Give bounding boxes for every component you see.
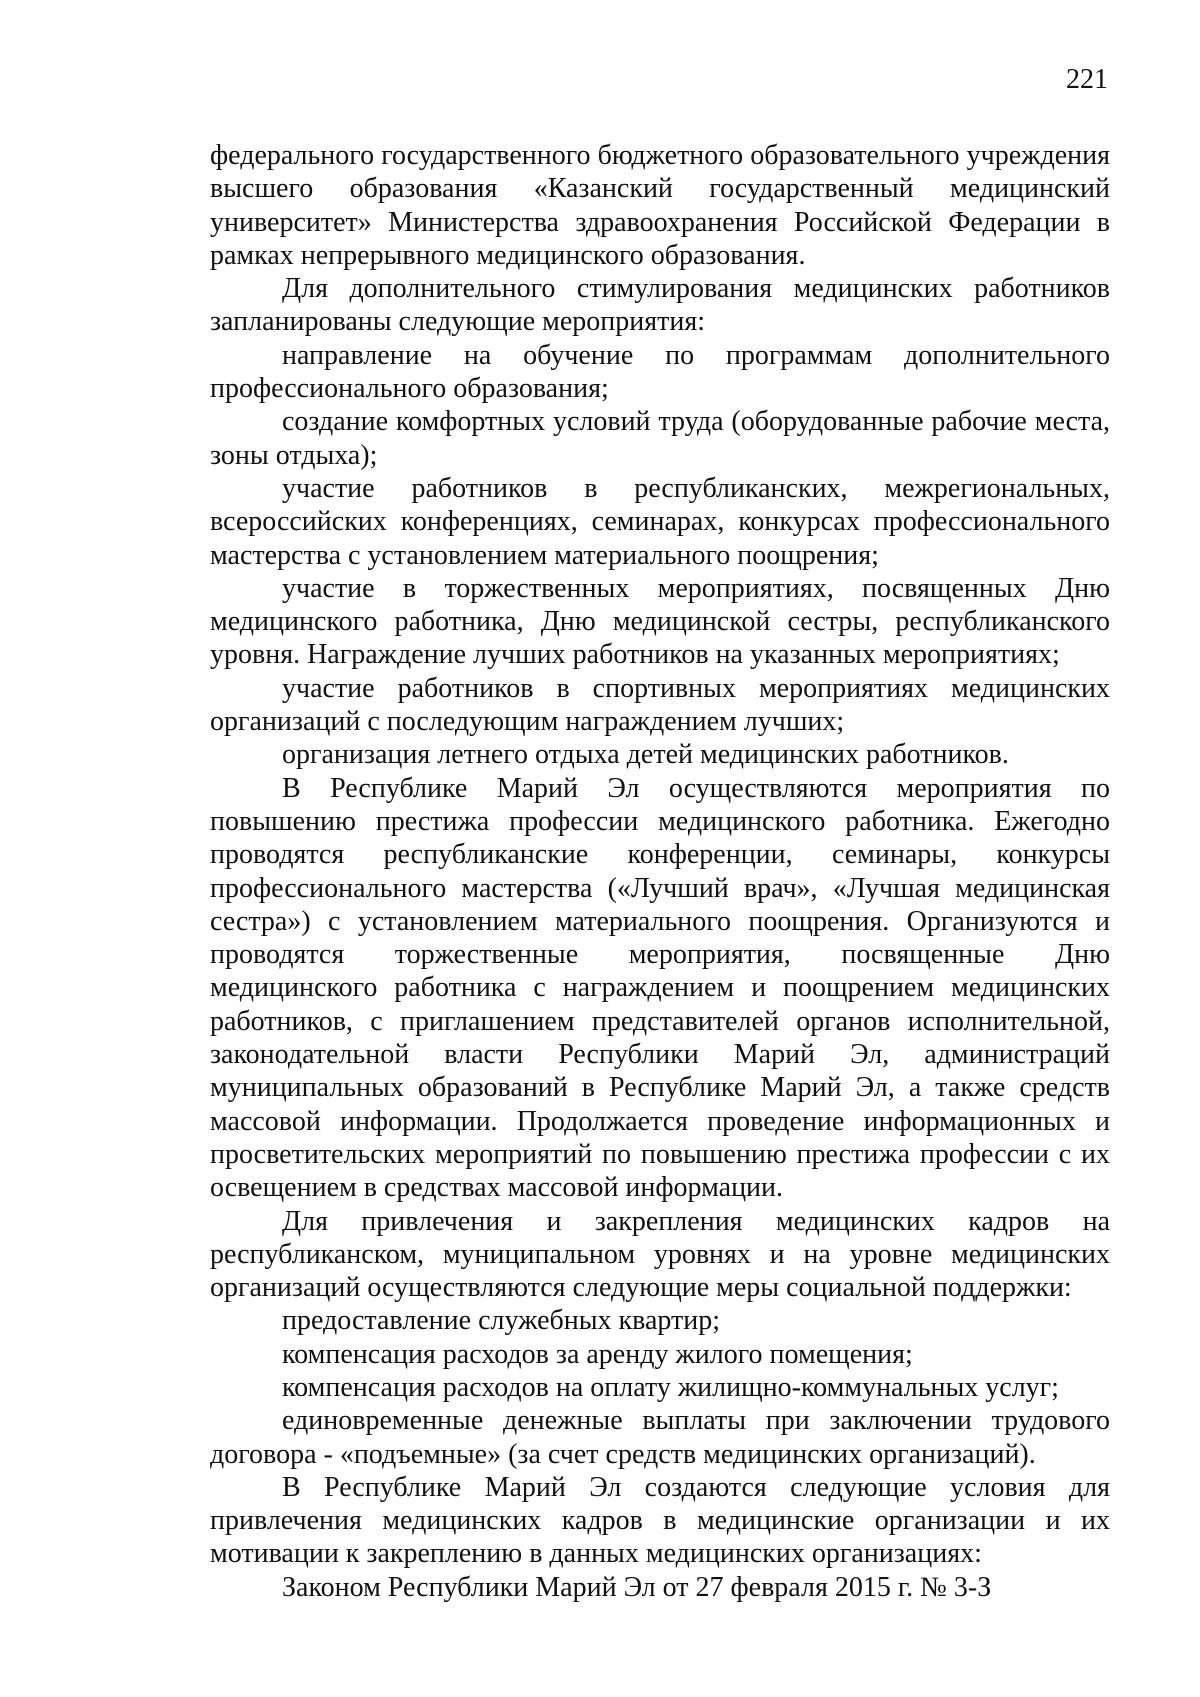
paragraph: федерального государственного бюджетного образовательного учреждения высшего образования «Казанский государственный медицинский университет» Министерства здравоохранения Российской Федерации в рамках непрерывного медицинского образования.	[210, 140, 1110, 271]
paragraph: Для привлечения и закрепления медицинских кадров на республиканском, муниципальном уровнях и на уровне медицинских организаций осуществляются следующие меры социальной поддержки:	[210, 1205, 1110, 1304]
document-body	[210, 139, 1110, 1604]
list-item: предоставление служебных квартир;	[282, 1305, 721, 1337]
paragraph: Законом Республики Марий Эл от 27 февраля 2015 г. № 3-З	[282, 1571, 992, 1603]
paragraph: В Республике Марий Эл создаются следующие условия для привлечения медицинских кадров в медицинские организации и их мотивации к закреплению в данных медицинских организациях:	[210, 1471, 1110, 1570]
list-item: компенсация расходов на оплату жилищно-коммунальных услуг;	[282, 1371, 1059, 1403]
list-item: компенсация расходов за аренду жилого помещения;	[282, 1338, 913, 1370]
list-item: участие в торжественных мероприятиях, посвященных Дню медицинского работника, Дню медицинской сестры, республиканского уровня. Награждение лучших работников на указанных мероприятиях;	[210, 572, 1110, 671]
list-item: участие работников в республиканских, межрегиональных, всероссийских конференциях, семинарах, конкурсах профессионального мастерства с установлением материального поощрения;	[210, 472, 1110, 571]
list-item: единовременные денежные выплаты при заключении трудового договора - «подъемные» (за счет средств медицинских организаций).	[210, 1405, 1110, 1470]
list-item: создание комфортных условий труда (оборудованные рабочие места, зоны отдыха);	[210, 406, 1110, 471]
list-item: участие работников в спортивных мероприятиях медицинских организаций с последующим награждением лучших;	[210, 672, 1110, 738]
paragraph: Для дополнительного стимулирования медицинских работников запланированы следующие мероприятия:	[210, 273, 1110, 338]
list-item: направление на обучение по программам дополнительного профессионального образования;	[210, 339, 1110, 405]
paragraph: В Республике Марий Эл осуществляются мероприятия по повышению престижа профессии медицинского работника. Ежегодно проводятся республиканские конференции, семинары, конкурсы профессионального мастерства («Лучший врач», «Лучшая медицинская сестра») с установлением материального поощрения. Организуются и проводятся торжественные мероприятия, посвященные Дню медицинского работника с награждением и поощрением медицинских работников, с приглашением представителей органов исполнительной, законодательной власти Республики Марий Эл, администраций муниципальных образований в Республике Марий Эл, а также средств массовой информации. Продолжается проведение информационных и просветительских мероприятий по повышению престижа профессии с их освещением в средствах массовой информации.	[210, 772, 1110, 1204]
page-number: 221	[1066, 64, 1108, 95]
list-item: организация летнего отдыха детей медицинских работников.	[282, 739, 1009, 771]
